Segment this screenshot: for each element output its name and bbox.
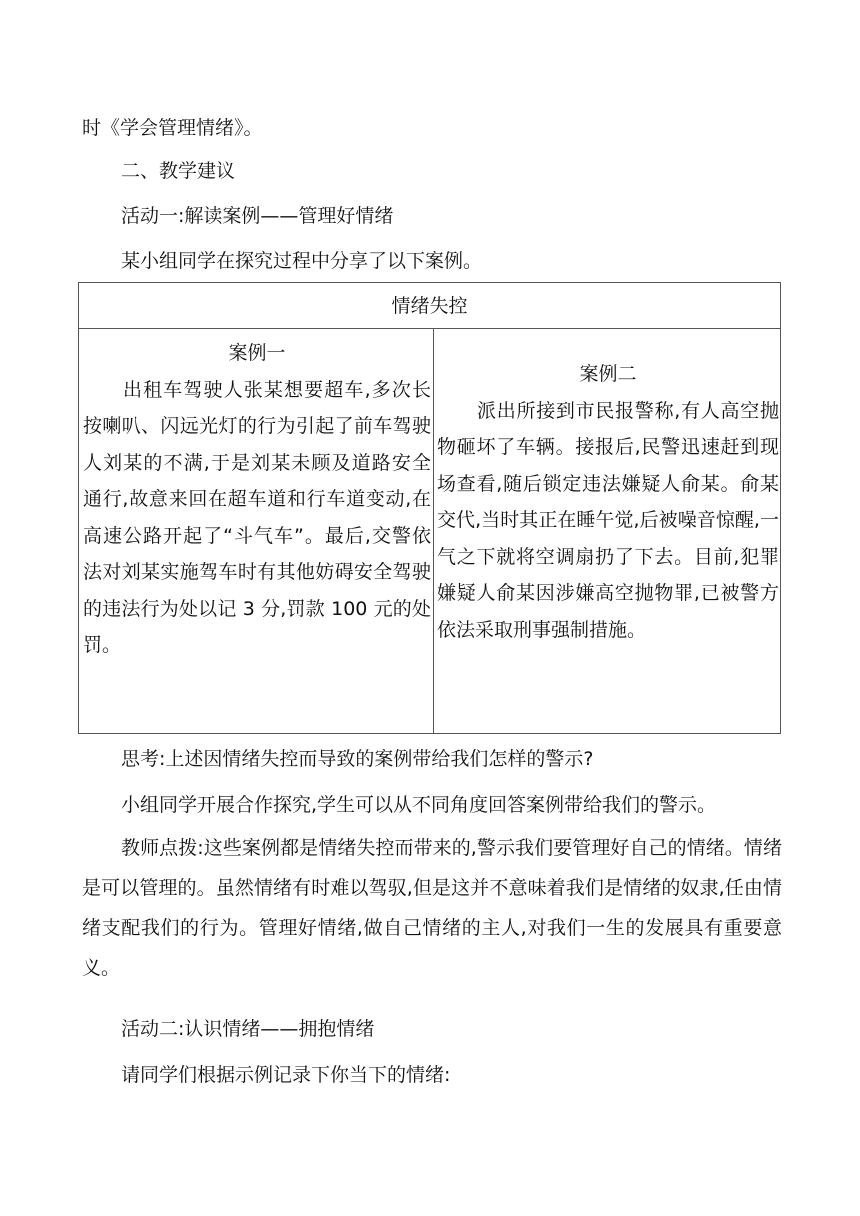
- case-table: [78, 282, 781, 734]
- case2-title: 案例二: [579, 363, 637, 385]
- section-heading: 二、教学建议: [121, 160, 236, 182]
- case1-cell: [83, 335, 431, 664]
- activity2-heading: 活动二:认识情绪——拥抱情绪: [121, 1018, 375, 1040]
- table-divider: [433, 329, 434, 734]
- case1-body: 出租车驾驶人张某想要超车,多次长按喇叭、闪远光灯的行为引起了前车驾驶人刘某的不满,于是刘某未顾及道路安全通行,故意来回在超车道和行车道变动,在高速公路开起了“斗气车”。最后,交警依法对刘某实施驾车时有其他妨碍安全驾驶的违法行为处以记 3 分,罚款 100 元的处罚。: [83, 378, 431, 656]
- case1-title: 案例一: [228, 342, 286, 364]
- activity2-instruction: 请同学们根据示例记录下你当下的情绪:: [121, 1064, 451, 1086]
- table-header: 情绪失控: [79, 283, 780, 329]
- intro-line: 时《学会管理情绪》。: [82, 117, 263, 139]
- activity1-heading: 活动一:解读案例——管理好情绪: [121, 205, 394, 227]
- group-discussion: 小组同学开展合作探究,学生可以从不同角度回答案例带给我们的警示。: [121, 794, 717, 816]
- teacher-guidance: 教师点拨:这些案例都是情绪失控而带来的,警示我们要管理好自己的情绪。情绪是可以管理的。虽然情绪有时难以驾驭,但是这并不意味着我们是情绪的奴隶,任由情绪支配我们的行为。管理好情绪,做自己情绪的主人,对我们一生的发展具有重要意义。: [82, 837, 782, 979]
- activity1-intro: 某小组同学在探究过程中分享了以下案例。: [121, 250, 483, 272]
- case2-cell: [437, 356, 779, 648]
- think-question: 思考:上述因情绪失控而导致的案例带给我们怎样的警示?: [121, 748, 594, 770]
- case2-body: 派出所接到市民报警称,有人高空抛物砸坏了车辆。接报后,民警迅速赶到现场查看,随后锁定违法嫌疑人俞某。俞某交代,当时其正在睡午觉,后被噪音惊醒,一气之下就将空调扇扔了下去。目前,犯罪嫌疑人俞某因涉嫌高空抛物罪,已被警方依法采取刑事强制措施。: [437, 399, 779, 641]
